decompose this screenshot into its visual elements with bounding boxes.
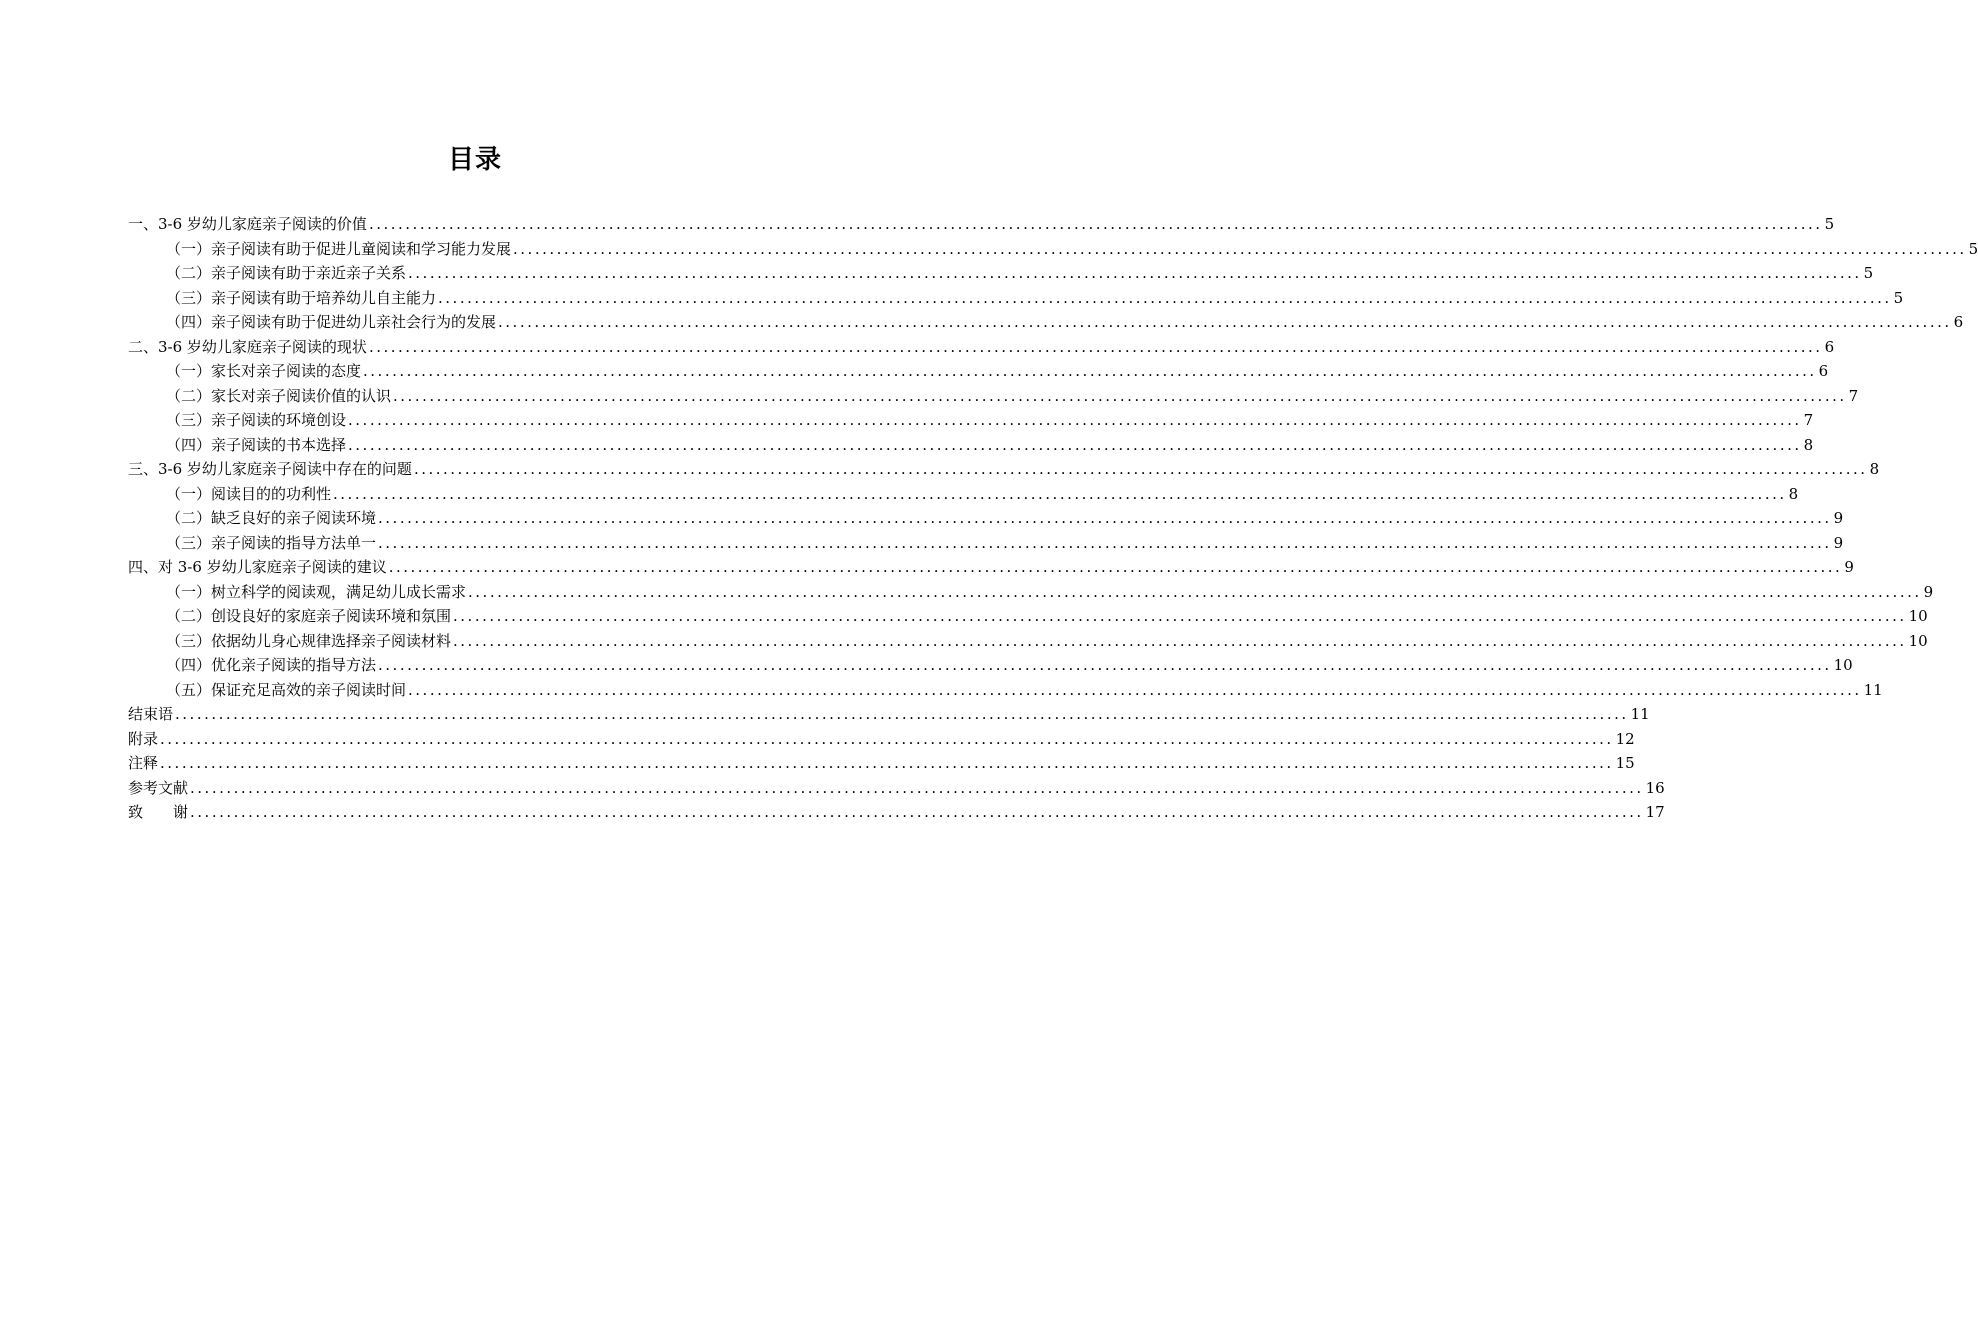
toc-dot-leader: ........................................................................................................................................................................................................ — [388, 558, 1843, 576]
toc-entry-page-number: 7 — [1803, 411, 1814, 429]
toc-entry-page-number: 5 — [1824, 215, 1835, 233]
toc-dot-leader: ........................................................................................................................................................................................................ — [348, 411, 1802, 429]
toc-entry-label: 四、对 3-6 岁幼儿家庭亲子阅读的建议 — [128, 558, 387, 576]
toc-entry-page-number: 16 — [1645, 778, 1665, 797]
toc-dot-leader: ........................................................................................................................................................................................................ — [468, 582, 1922, 601]
toc-dot-leader: ........................................................................................................................................................................................................ — [498, 313, 1952, 331]
toc-entry-label: （三）亲子阅读有助于培养幼儿自主能力 — [166, 288, 437, 307]
toc-dot-leader: ........................................................................................................................................................................................................ — [378, 656, 1832, 674]
toc-entry[interactable] — [128, 335, 1835, 360]
toc-entry-label: （四）亲子阅读有助于促进幼儿亲社会行为的发展 — [166, 313, 497, 331]
toc-entry-page-number: 11 — [1630, 705, 1650, 723]
toc-entry[interactable] — [128, 433, 1814, 458]
toc-entry-page-number: 8 — [1869, 460, 1880, 478]
toc-entry-label: 三、3-6 岁幼儿家庭亲子阅读中存在的问题 — [128, 460, 412, 478]
toc-entry[interactable] — [128, 212, 1835, 237]
toc-entry[interactable] — [128, 629, 1928, 654]
toc-title: 目录 — [447, 145, 502, 175]
toc-entry-label: （一）阅读目的的功利性 — [166, 484, 332, 503]
toc-entry-page-number: 5 — [1968, 239, 1978, 258]
toc-entry-label: 结束语 — [128, 705, 174, 723]
toc-dot-leader: ........................................................................................................................................................................................................ — [363, 362, 1817, 380]
toc-entry-page-number: 10 — [1833, 656, 1853, 674]
toc-entry[interactable] — [128, 457, 1880, 482]
toc-entry-page-number: 17 — [1645, 803, 1665, 821]
toc-entry-label: 一、3-6 岁幼儿家庭亲子阅读的价值 — [128, 215, 367, 233]
toc-entry[interactable] — [128, 727, 1635, 752]
toc-entry[interactable] — [128, 384, 1859, 409]
toc-entry-page-number: 6 — [1824, 337, 1835, 356]
toc-entry-label: 附录 — [128, 729, 159, 748]
toc-entry[interactable] — [128, 751, 1635, 776]
toc-dot-leader: ........................................................................................................................................................................................................ — [408, 264, 1862, 282]
toc-entry-page-number: 9 — [1833, 509, 1844, 527]
toc-entry-page-number: 6 — [1953, 313, 1964, 331]
toc-entry-page-number: 8 — [1803, 435, 1814, 454]
toc-dot-leader: ........................................................................................................................................................................................................ — [513, 239, 1967, 258]
toc-entry[interactable] — [128, 261, 1874, 286]
toc-dot-leader: ........................................................................................................................................................................................................ — [378, 533, 1832, 552]
toc-entry-label: （一）亲子阅读有助于促进儿童阅读和学习能力发展 — [166, 239, 512, 258]
toc-dot-leader: ........................................................................................................................................................................................................ — [190, 803, 1644, 821]
toc-entry-page-number: 9 — [1844, 558, 1854, 576]
toc-entry-label: 二、3-6 岁幼儿家庭亲子阅读的现状 — [128, 337, 367, 356]
toc-entry[interactable] — [128, 678, 1883, 703]
toc-entry[interactable] — [128, 653, 1853, 678]
toc-entry-page-number: 9 — [1923, 582, 1934, 601]
toc-entry-label: （一）树立科学的阅读观，满足幼儿成长需求 — [166, 582, 467, 601]
toc-entry[interactable] — [128, 310, 1964, 335]
toc-entry-label: （二）缺乏良好的亲子阅读环境 — [166, 509, 377, 527]
toc-entry[interactable] — [128, 506, 1844, 531]
toc-entry[interactable] — [128, 580, 1934, 605]
toc-entry-label: 参考文献 — [128, 778, 189, 797]
toc-dot-leader: ........................................................................................................................................................................................................ — [368, 215, 1823, 233]
toc-dot-leader: ........................................................................................................................................................................................................ — [393, 386, 1847, 405]
toc-entry-page-number: 11 — [1863, 680, 1883, 699]
toc-entry[interactable] — [128, 237, 1978, 262]
toc-dot-leader: ........................................................................................................................................................................................................ — [413, 460, 1868, 478]
toc-entry[interactable] — [128, 555, 1854, 580]
toc-dot-leader: ........................................................................................................................................................................................................ — [453, 607, 1907, 625]
toc-entry-label: （三）亲子阅读的环境创设 — [166, 411, 347, 429]
toc-dot-leader: ........................................................................................................................................................................................................ — [348, 435, 1802, 454]
toc-dot-leader: ........................................................................................................................................................................................................ — [408, 680, 1862, 699]
toc-entry-label: 致 谢 — [128, 803, 189, 821]
toc-entry[interactable] — [128, 359, 1829, 384]
toc-entry[interactable] — [128, 286, 1904, 311]
toc-dot-leader: ........................................................................................................................................................................................................ — [378, 509, 1832, 527]
toc-dot-leader: ........................................................................................................................................................................................................ — [175, 705, 1629, 723]
toc-entry-label: （二）亲子阅读有助于亲近亲子关系 — [166, 264, 407, 282]
toc-entry-page-number: 12 — [1615, 729, 1635, 748]
toc-entry[interactable] — [128, 531, 1844, 556]
toc-entry-label: （三）依据幼儿身心规律选择亲子阅读材料 — [166, 631, 452, 650]
toc-entry[interactable] — [128, 776, 1665, 801]
toc-dot-leader: ........................................................................................................................................................................................................ — [453, 631, 1907, 650]
toc-entry-label: （四）优化亲子阅读的指导方法 — [166, 656, 377, 674]
toc-entry-label: （二）家长对亲子阅读价值的认识 — [166, 386, 392, 405]
toc-dot-leader: ........................................................................................................................................................................................................ — [160, 729, 1614, 748]
toc-entry-label: 注释 — [128, 754, 159, 772]
toc-entry-page-number: 8 — [1788, 484, 1799, 503]
toc-dot-leader: ........................................................................................................................................................................................................ — [438, 288, 1892, 307]
toc-dot-leader: ........................................................................................................................................................................................................ — [190, 778, 1644, 797]
toc-entry-label: （一）家长对亲子阅读的态度 — [166, 362, 362, 380]
table-of-contents — [128, 212, 1978, 825]
toc-entry-page-number: 5 — [1893, 288, 1904, 307]
toc-entry-page-number: 5 — [1863, 264, 1874, 282]
toc-entry-page-number: 10 — [1908, 607, 1928, 625]
toc-entry-page-number: 6 — [1818, 362, 1829, 380]
toc-entry[interactable] — [128, 604, 1928, 629]
toc-entry-label: （三）亲子阅读的指导方法单一 — [166, 533, 377, 552]
toc-entry-page-number: 15 — [1615, 754, 1635, 772]
toc-entry[interactable] — [128, 702, 1650, 727]
toc-entry-page-number: 10 — [1908, 631, 1928, 650]
toc-dot-leader: ........................................................................................................................................................................................................ — [160, 754, 1614, 772]
toc-dot-leader: ........................................................................................................................................................................................................ — [368, 337, 1823, 356]
toc-entry-label: （五）保证充足高效的亲子阅读时间 — [166, 680, 407, 699]
toc-dot-leader: ........................................................................................................................................................................................................ — [333, 484, 1787, 503]
toc-entry-label: （四）亲子阅读的书本选择 — [166, 435, 347, 454]
toc-entry[interactable] — [128, 408, 1814, 433]
toc-entry[interactable] — [128, 482, 1799, 507]
toc-entry-label: （二）创设良好的家庭亲子阅读环境和氛围 — [166, 607, 452, 625]
toc-entry-page-number: 9 — [1833, 533, 1844, 552]
toc-entry[interactable] — [128, 800, 1665, 825]
toc-entry-page-number: 7 — [1848, 386, 1859, 405]
